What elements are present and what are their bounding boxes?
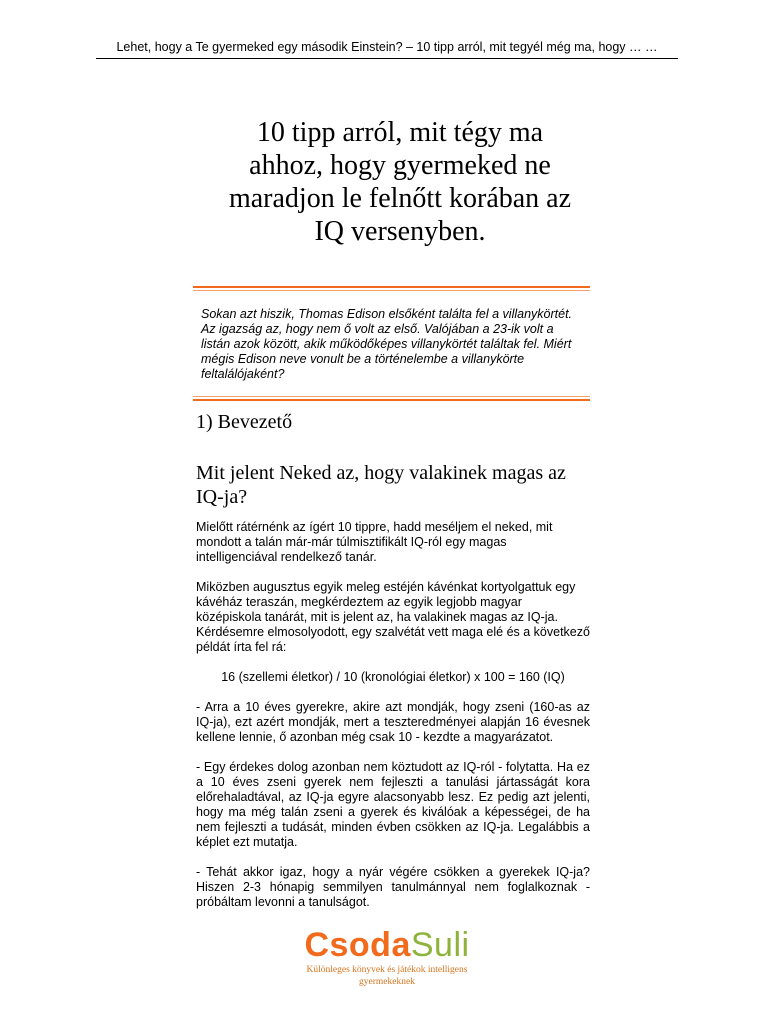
page-header: Lehet, hogy a Te gyermeked egy második Einstein? – 10 tipp arról, mit tegyél még ma, hogy … … xyxy=(96,40,678,59)
callout-top-rule-thin xyxy=(193,290,590,291)
section-heading-intro: 1) Bevezető xyxy=(196,411,293,433)
title-line-2: ahhoz, hogy gyermeked ne xyxy=(249,150,551,181)
paragraph-4: - Egy érdekes dolog azonban nem köztudott az IQ-ról - folytatta. Ha ez a 10 éves zseni gyerek nem fejleszti a tanulási jártasságát kora előrehaladtával, az IQ-ja egyre alacsonyabb lesz. Ez pedig azt jelenti, hogy ma még talán zseni a gyerek és kiválóak a képességei, de ha nem fejleszti a tudását, minden évben csökken az IQ-ja. Legalábbis a képlet ezt mutatja. xyxy=(196,760,590,849)
logo-part-csoda: Csoda xyxy=(304,926,411,964)
callout-bottom-rule xyxy=(193,399,590,401)
logo-tagline: Különleges könyvek és játékok intelligens gyermekeknek xyxy=(306,965,468,987)
title-line-1: 10 tipp arról, mit tégy ma xyxy=(256,117,544,148)
document-title xyxy=(190,116,610,248)
logo-part-suli: Suli xyxy=(410,926,470,964)
intro-callout xyxy=(193,286,590,403)
paragraph-1: Mielőtt rátérnénk az ígért 10 tippre, hadd meséljem el neked, mit mondott a talán már-már túlmisztifikált IQ-ról egy magas intelligenciával rendelkező tanár. xyxy=(196,520,553,564)
iq-formula: 16 (szellemi életkor) / 10 (kronológiai életkor) x 100 = 160 (IQ) xyxy=(221,670,565,684)
title-line-3: maradjon le felnőtt korában az xyxy=(228,183,572,214)
logo-wordmark xyxy=(282,926,492,964)
csodasuli-logo xyxy=(282,926,492,988)
callout-text: Sokan azt hiszik, Thomas Edison elsőként találta fel a villanykörtét. Az igazság az, hogy nem ő volt az első. Valójában a 23-ik volt a listán azok között, akik működőképes villanykörtét találtak fel. Miért mégis Edison neve vonult be a történelembe a villanykörte feltalálójaként? xyxy=(201,307,573,381)
section-heading-question: Mit jelent Neked az, hogy valakinek magas az IQ-ja? xyxy=(196,462,566,508)
title-line-4: IQ versenyben. xyxy=(314,216,486,247)
callout-bottom-rule-thin xyxy=(193,396,590,397)
paragraph-5: - Tehát akkor igaz, hogy a nyár végére csökken a gyerekek IQ-ja? Hiszen 2-3 hónapig semmilyen tanulmánnyal nem foglalkoznak - próbáltam levonni a tanulságot. xyxy=(196,865,590,909)
paragraph-2: Miközben augusztus egyik meleg estéjén kávénkat kortyolgattuk egy kávéház teraszán, megkérdeztem az egyik legjobb magyar középiskola tanárát, mit is jelent az, ha valakinek magas az IQ-ja. Kérdésemre elmosolyodott, egy szalvétát vett maga elé és a következő példát írta fel rá: xyxy=(196,580,590,654)
body-text xyxy=(196,520,590,925)
paragraph-3: - Arra a 10 éves gyerekre, akire azt mondják, hogy zseni (160-as az IQ-ja), ezt azért mondják, mert a teszteredményei alapján 16 évesnek kellene lennie, ő azonban még csak 10 - kezdte a magyarázatot. xyxy=(196,700,590,744)
callout-top-rule xyxy=(193,286,590,288)
